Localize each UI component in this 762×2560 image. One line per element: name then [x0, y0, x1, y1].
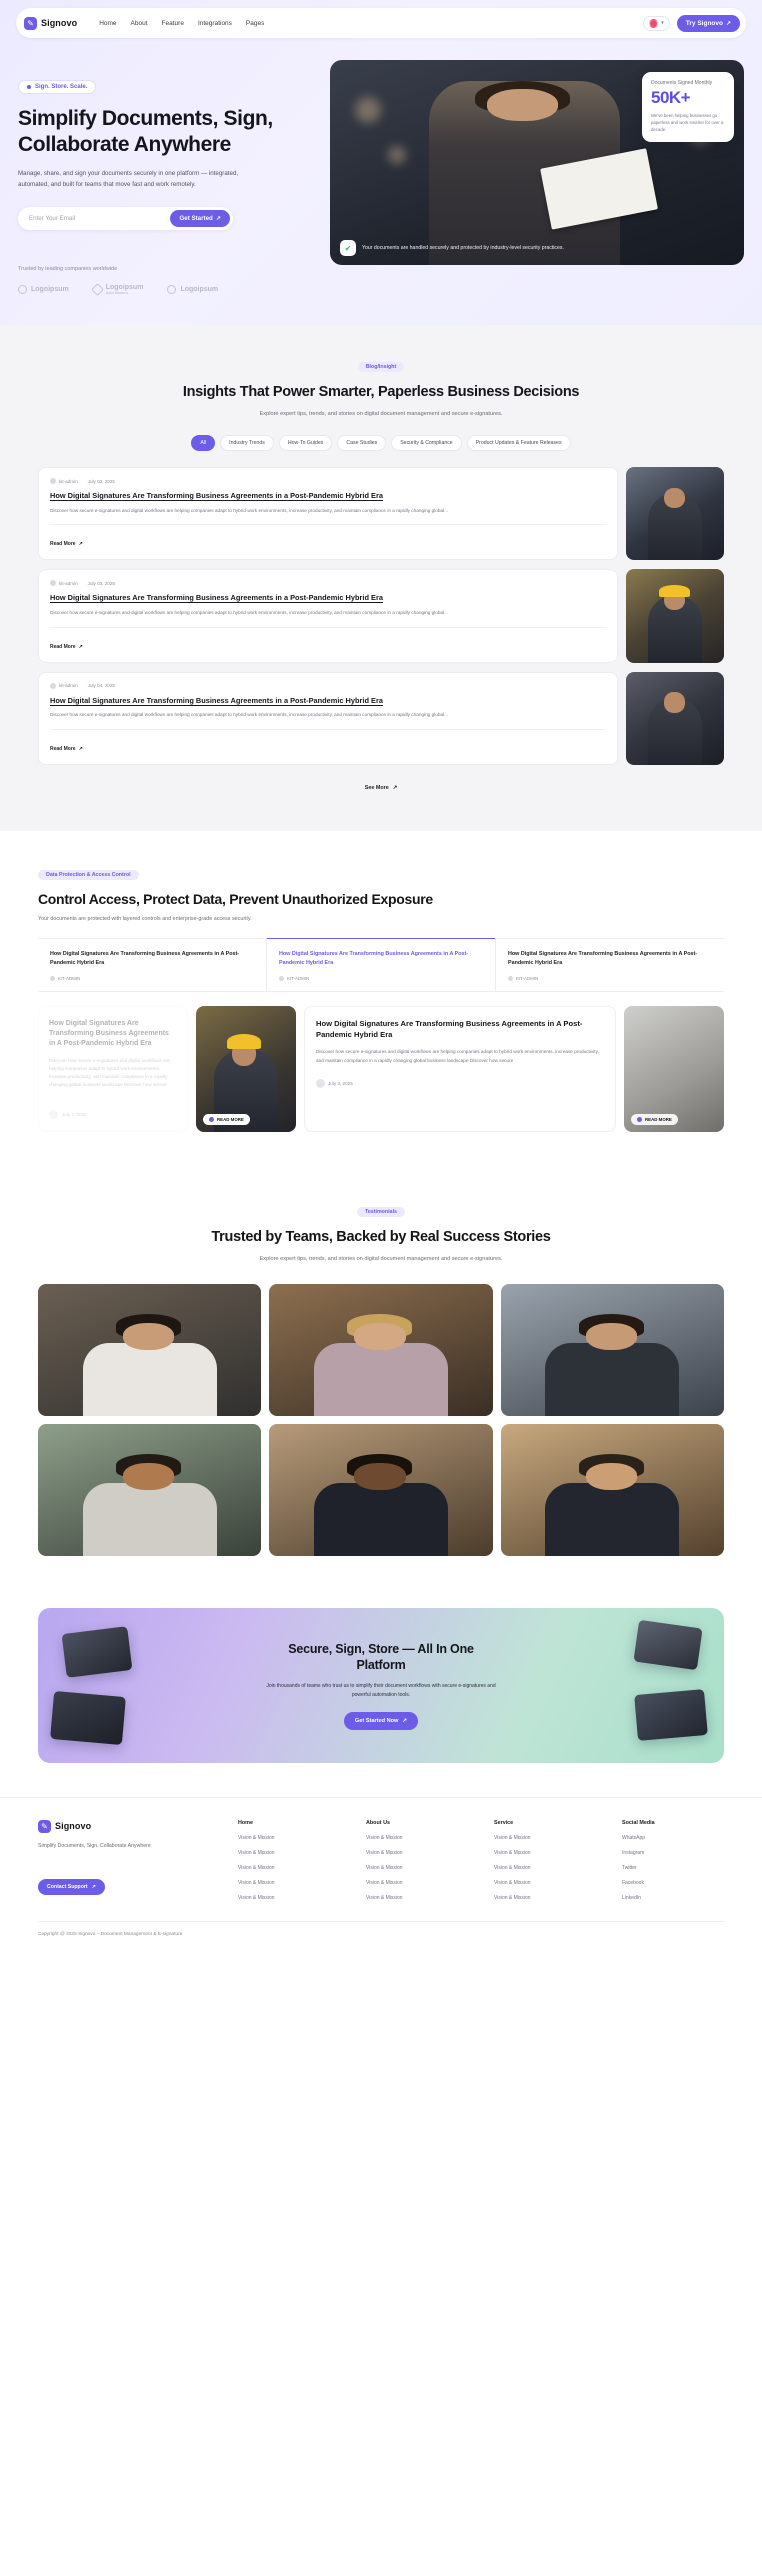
footer-link-facebook[interactable]: Facebook — [622, 1879, 644, 1886]
filter-industry-trends[interactable]: Industry Trends — [220, 435, 274, 451]
post-title[interactable]: How Digital Signatures Are Transforming Business Agreements in a Post-Pandemic Hybrid Era — [50, 593, 383, 603]
avatar — [50, 683, 56, 689]
filter-security-compliance[interactable]: Security & Compliance — [391, 435, 461, 451]
tab-author: KIT-ADMIN — [516, 976, 539, 982]
nav-link-integrations[interactable]: Integrations — [197, 19, 232, 27]
blog-subtitle: Explore expert tips, trends, and stories on digital document management and secure e-signatures. — [259, 411, 503, 418]
testimonial-photo — [501, 1424, 724, 1556]
logo-item — [93, 284, 144, 295]
access-tag: Data Protection & Access Control — [38, 870, 139, 880]
avatar — [50, 580, 56, 586]
avatar — [50, 478, 56, 484]
client-logos — [18, 284, 318, 295]
logo-label: Logoipsum — [31, 285, 69, 293]
cta-section — [0, 1594, 762, 1797]
signature-icon: ✎ — [38, 1820, 51, 1833]
brand-logo[interactable] — [24, 17, 77, 30]
logo-circle-icon — [18, 285, 27, 294]
footer-column-about — [366, 1820, 468, 1901]
testimonial-photo — [38, 1284, 261, 1416]
contact-support-label: Contact Support — [47, 1884, 88, 1891]
tab-access-3[interactable] — [496, 939, 724, 991]
post-excerpt: Discover how secure e-signatures and digital workflows are helping companies adapt to hybrid work environments, increase productivity, and maintain compliance in a rapidly changing global... — [50, 712, 449, 718]
read-more-label: Read More — [50, 541, 76, 548]
cta-banner — [38, 1608, 724, 1763]
arrow-up-right-icon: ↗ — [78, 541, 83, 548]
site-footer — [0, 1797, 762, 1953]
trusted-label: Trusted by leading companies worldwide — [18, 265, 118, 272]
chevron-down-icon: ▾ — [661, 20, 664, 26]
footer-link[interactable]: Vision & Mission — [238, 1864, 275, 1871]
stat-value: 50K+ — [651, 88, 691, 107]
language-selector[interactable] — [643, 16, 670, 31]
get-started-now-button[interactable] — [344, 1712, 418, 1730]
footer-link[interactable]: Vision & Mission — [366, 1894, 403, 1901]
post-author: kit-admin — [59, 683, 78, 688]
avatar — [279, 976, 284, 981]
footer-link[interactable]: Vision & Mission — [494, 1864, 531, 1871]
card-date-row — [49, 1110, 177, 1119]
cta-content — [263, 1641, 499, 1730]
footer-tagline: Simplify Documents, Sign, Collaborate Anywhere — [38, 1842, 151, 1849]
hero-subtitle: Manage, share, and sign your documents securely in one platform — integrated, automated, and built for teams that move fast and work remotely. — [18, 170, 239, 189]
copyright: Copyright @ 2025 Signovo – Document Management & E-signature — [38, 1921, 724, 1937]
filter-how-to-guides[interactable]: How-To Guides — [279, 435, 332, 451]
card-title: How Digital Signatures Are Transforming Business Agreements in A Post-Pandemic Hybrid Era — [49, 1020, 169, 1047]
post-author: kit-admin — [59, 580, 78, 586]
arrow-up-right-icon: ↗ — [78, 745, 83, 752]
hero-badge — [18, 80, 96, 94]
blog-header — [0, 355, 762, 419]
try-signovo-button[interactable] — [677, 15, 740, 32]
logo-item — [18, 285, 69, 294]
footer-link[interactable]: Vision & Mission — [366, 1864, 403, 1871]
contact-support-button[interactable] — [38, 1879, 105, 1895]
get-started-label: Get Started — [179, 214, 213, 222]
hero-photo — [330, 60, 744, 265]
post-body — [38, 467, 618, 560]
post-title[interactable]: How Digital Signatures Are Transforming Business Agreements in a Post-Pandemic Hybrid Era — [50, 491, 383, 501]
post-title[interactable]: How Digital Signatures Are Transforming Business Agreements in a Post-Pandemic Hybrid Era — [50, 695, 383, 705]
post-excerpt: Discover how secure e-signatures and digital workflows are helping companies adapt to hybrid work environments, increase productivity, and maintain compliance in a rapidly changing global... — [50, 508, 449, 514]
cta-subtitle: Join thousands of teams who trust us to simplify their document workflows with secure e-signatures and powerful automation tools. — [266, 1682, 496, 1698]
hero-section — [0, 0, 762, 325]
testimonial-photo-grid — [38, 1284, 724, 1556]
footer-link-instagram[interactable]: Instagram — [622, 1849, 645, 1856]
filter-product-updates[interactable]: Product Updates & Feature Releases — [467, 435, 571, 451]
read-more-badge[interactable] — [631, 1114, 678, 1125]
blog-section — [0, 325, 762, 831]
list-item[interactable] — [38, 672, 724, 765]
try-signovo-label: Try Signovo — [685, 19, 723, 27]
footer-link[interactable]: Vision & Mission — [494, 1879, 531, 1886]
list-item[interactable] — [38, 569, 724, 662]
footer-link-columns — [238, 1820, 724, 1901]
testimonials-subtitle: Explore expert tips, trends, and stories on digital document management and secure e-signatures. — [259, 1255, 503, 1262]
nav-links — [99, 20, 264, 27]
arrow-up-right-icon: ↗ — [78, 643, 83, 650]
logo-label: Logoipsum — [105, 283, 144, 291]
arrow-up-right-icon: ↗ — [402, 1717, 408, 1724]
blog-post-list — [38, 467, 724, 765]
read-more-label: Read More — [50, 643, 76, 650]
read-more-link[interactable] — [50, 644, 83, 650]
access-title: Control Access, Protect Data, Prevent Unauthorized Exposure — [38, 890, 433, 907]
footer-link-twitter[interactable]: Twitter — [622, 1864, 637, 1871]
testimonial-photo — [269, 1284, 492, 1416]
hero-copy — [18, 60, 318, 295]
filter-all[interactable]: All — [191, 435, 215, 451]
arrow-up-right-icon: ↗ — [725, 20, 731, 27]
footer-link[interactable]: Vision & Mission — [366, 1879, 403, 1886]
carousel-image-left — [196, 1006, 296, 1131]
testimonials-tag: Testimonials — [357, 1207, 405, 1217]
footer-logo[interactable] — [38, 1820, 208, 1833]
tab-title: How Digital Signatures Are Transforming Business Agreements in A Post-Pandemic Hybrid Era — [50, 950, 240, 966]
footer-link-whatsapp[interactable]: WhatsApp — [622, 1834, 646, 1841]
stat-text: We've been helping businesses go paperless and work smarter for over a decade. — [651, 113, 724, 132]
testimonials-title: Trusted by Teams, Backed by Real Success Stories — [211, 1228, 551, 1245]
footer-column-service — [494, 1820, 596, 1901]
read-more-label: READ MORE — [645, 1116, 672, 1122]
logo-sublabel: Auto Modern — [105, 290, 128, 295]
hero-signup-form — [18, 207, 233, 230]
top-navbar — [16, 8, 746, 38]
post-meta — [50, 683, 606, 689]
testimonial-photo — [38, 1424, 261, 1556]
page-title: Simplify Documents, Sign, Collaborate Anywhere — [18, 107, 273, 156]
brand-name: Signovo — [41, 18, 78, 28]
post-body — [38, 672, 618, 765]
footer-brand-name: Signovo — [55, 1821, 92, 1832]
footer-link[interactable]: Vision & Mission — [494, 1834, 531, 1841]
tab-author: KIT-ADMIN — [58, 976, 81, 982]
footer-column-home — [238, 1820, 340, 1901]
tab-title: How Digital Signatures Are Transforming Business Agreements in A Post-Pandemic Hybrid Era — [508, 950, 698, 966]
calendar-icon — [49, 1110, 58, 1119]
footer-link[interactable]: Vision & Mission — [366, 1849, 403, 1856]
read-more-link[interactable] — [50, 541, 83, 547]
read-more-label: READ MORE — [217, 1116, 244, 1122]
arrow-up-right-icon: ↗ — [392, 784, 398, 791]
tab-title: How Digital Signatures Are Transforming Business Agreements in A Post-Pandemic Hybrid Era — [279, 950, 469, 966]
dot-icon — [637, 1117, 642, 1122]
hero-caption — [340, 240, 734, 256]
post-date: July 03, 2025 — [87, 580, 115, 586]
card-date: July 3, 2025 — [328, 1081, 353, 1087]
hero-visual — [330, 60, 744, 295]
footer-top — [38, 1820, 724, 1901]
arrow-up-right-icon: ↗ — [91, 1884, 96, 1891]
post-thumbnail — [626, 467, 724, 560]
footer-brand-column — [38, 1820, 208, 1901]
post-date: July 04, 2025 — [87, 683, 115, 688]
post-body — [38, 569, 618, 662]
tab-author: KIT-ADMIN — [287, 976, 310, 982]
signature-icon: ✎ — [24, 17, 37, 30]
tab-access-1[interactable] — [38, 939, 267, 991]
blog-tag: Blog/Insight — [358, 362, 405, 372]
cta-photo-3 — [633, 1620, 702, 1670]
calendar-icon — [316, 1079, 325, 1088]
blog-title: Insights That Power Smarter, Paperless Business Decisions — [182, 383, 580, 400]
post-meta — [50, 478, 606, 484]
access-subtitle: Your documents are protected with layered controls and enterprise-grade access security. — [38, 915, 252, 922]
testimonial-photo — [501, 1284, 724, 1416]
footer-column-social — [622, 1820, 724, 1901]
post-meta — [50, 580, 606, 586]
footer-link[interactable]: Vision & Mission — [238, 1849, 275, 1856]
cta-title: Secure, Sign, Store — All In One Platform — [288, 1642, 474, 1673]
footer-link[interactable]: Vision & Mission — [238, 1834, 275, 1841]
avatar — [508, 976, 513, 981]
blog-filters — [0, 435, 762, 451]
dot-icon — [209, 1117, 214, 1122]
nav-link-home[interactable]: Home — [99, 19, 117, 27]
see-more-label: See More — [364, 784, 389, 791]
carousel-card-active[interactable] — [304, 1006, 616, 1131]
read-more-link[interactable] — [50, 746, 83, 752]
carousel-image-right — [624, 1006, 724, 1131]
tab-meta — [279, 976, 483, 981]
post-excerpt: Discover how secure e-signatures and digital workflows are helping companies adapt to hybrid work environments, increase productivity, and maintain compliance in a rapidly changing global... — [50, 610, 449, 616]
list-item[interactable] — [38, 467, 724, 560]
tab-access-2[interactable] — [267, 939, 496, 991]
testimonial-photo — [269, 1424, 492, 1556]
dot-icon — [27, 85, 31, 89]
card-title: How Digital Signatures Are Transforming Business Agreements in A Post-Pandemic Hybrid Era — [316, 1019, 583, 1039]
tab-meta — [50, 976, 254, 981]
footer-column-heading: About Us — [366, 1819, 390, 1826]
nav-link-about[interactable]: About — [130, 19, 148, 27]
post-author: kit-admin — [59, 478, 78, 484]
logo-diamond-icon — [91, 283, 104, 296]
post-date: July 03, 2025 — [87, 478, 115, 484]
see-more-button[interactable] — [0, 785, 762, 791]
footer-column-heading: Social Media — [622, 1819, 655, 1826]
cta-photo-2 — [50, 1691, 126, 1745]
footer-link[interactable]: Vision & Mission — [494, 1894, 531, 1901]
access-control-section — [0, 831, 762, 1166]
card-excerpt: Discover how secure e-signatures and digital workflows are helping companies adapt to hybrid work environments, increase productivity, and maintain compliance in a rapidly changing global business landscape Discover how secure — [49, 1057, 170, 1088]
testimonials-section — [0, 1166, 762, 1594]
cta-photo-4 — [634, 1689, 708, 1741]
email-input[interactable] — [21, 215, 170, 222]
stat-card — [642, 72, 734, 142]
testimonials-header — [0, 1200, 762, 1264]
post-thumbnail — [626, 569, 724, 662]
card-excerpt: Discover how secure e-signatures and digital workflows are helping companies adapt to hybrid work environments, increase productivity, and maintain compliance in a rapidly changing global business landscape Discover how secure — [316, 1049, 599, 1063]
nav-link-feature[interactable]: Feature — [161, 19, 184, 27]
get-started-button[interactable] — [170, 210, 230, 227]
read-more-label: Read More — [50, 745, 76, 752]
post-thumbnail — [626, 672, 724, 765]
footer-link-linkedin[interactable]: LinkedIn — [622, 1894, 641, 1901]
footer-column-heading: Service — [494, 1819, 514, 1826]
globe-icon — [649, 19, 658, 28]
footer-link[interactable]: Vision & Mission — [238, 1879, 275, 1886]
hero-body — [0, 38, 762, 295]
shield-check-icon: ✔ — [340, 240, 356, 256]
nav-right — [643, 15, 740, 32]
nav-link-pages[interactable]: Pages — [245, 19, 265, 27]
access-tabs — [38, 938, 724, 992]
cta-button-label: Get Started Now — [354, 1717, 399, 1724]
carousel-card-previous[interactable] — [38, 1006, 188, 1131]
avatar — [50, 976, 55, 981]
hero-caption-text: Your documents are handled securely and protected by industry-level security practices. — [362, 244, 564, 251]
logo-label: Logoipsum — [180, 285, 219, 293]
access-header — [0, 863, 762, 922]
footer-link[interactable]: Vision & Mission — [238, 1894, 275, 1901]
hero-badge-label: Sign. Store. Scale. — [35, 84, 88, 90]
logo-item — [167, 285, 218, 294]
access-carousel — [38, 1006, 724, 1131]
footer-link[interactable]: Vision & Mission — [494, 1849, 531, 1856]
filter-case-studies[interactable]: Case Studies — [337, 435, 386, 451]
footer-column-heading: Home — [238, 1819, 253, 1826]
footer-link[interactable]: Vision & Mission — [366, 1834, 403, 1841]
cta-photo-1 — [62, 1626, 133, 1678]
tab-meta — [508, 976, 712, 981]
logo-circle-icon — [167, 285, 176, 294]
read-more-badge[interactable] — [203, 1114, 250, 1125]
arrow-up-right-icon: ↗ — [215, 214, 221, 222]
stat-label: Documents Signed Monthly — [651, 80, 713, 86]
card-date: July 4, 2025 — [62, 1111, 87, 1117]
card-date-row — [316, 1079, 604, 1088]
